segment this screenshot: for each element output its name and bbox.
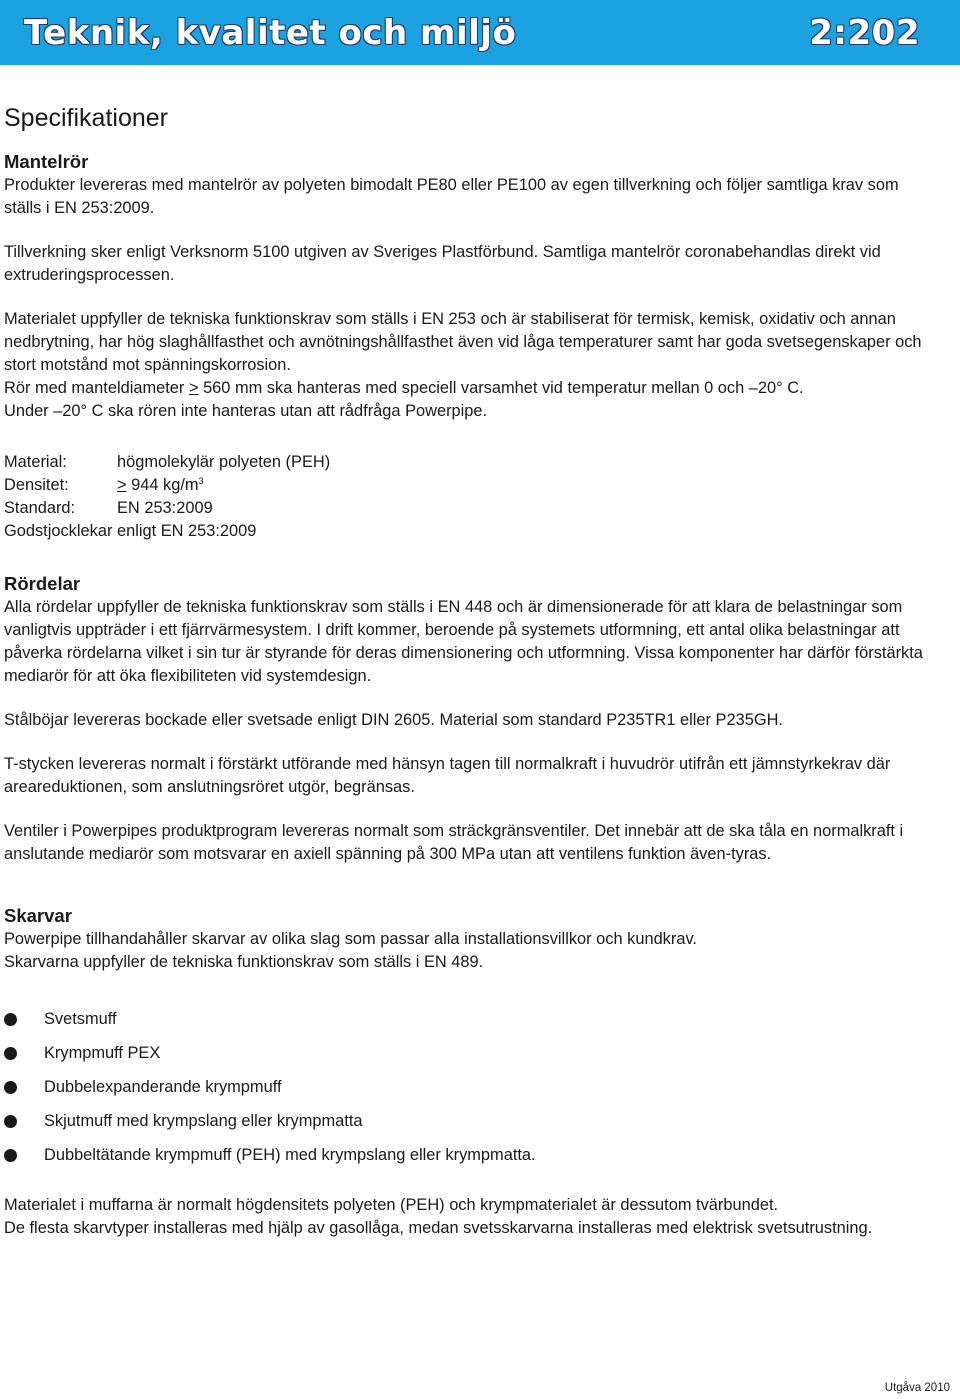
- paragraph: [4, 377, 939, 400]
- page-title: Specifikationer: [4, 104, 168, 132]
- section-heading-mantelror: Mantelrör: [4, 151, 89, 172]
- list-item: [4, 1070, 939, 1104]
- superscript: 3: [198, 476, 204, 486]
- paragraph: Powerpipe tillhandahåller skarvar av olika slag som passar alla installationsvillkor och kundkrav.: [4, 930, 697, 948]
- bullet-icon: [4, 1081, 17, 1094]
- spec-value: EN 253:2009: [117, 499, 213, 517]
- section-rordelar: [4, 571, 939, 866]
- header-title: Teknik, kvalitet och miljö: [24, 13, 517, 53]
- list-item: [4, 1138, 939, 1172]
- bullet-icon: [4, 1115, 17, 1128]
- paragraph: Produkter levereras med mantelrör av polyeten bimodalt PE80 eller PE100 av egen tillverkning och följer samtliga krav som ställs i EN 253:2009.: [4, 176, 899, 217]
- paragraph: Materialet i muffarna är normalt högdensitets polyeten (PEH) och krympmaterialet är dessutom tvärbundet.: [4, 1196, 779, 1214]
- list-item-label: Skjutmuff med krympslang eller krympmatta: [44, 1111, 363, 1130]
- edition-label: Utgåva 2010: [884, 1382, 950, 1394]
- paragraph: Tillverkning sker enligt Verksnorm 5100 utgiven av Sveriges Plastförbund. Samtliga mantelrör coronabehandlas direkt vid extruderingsprocessen.: [4, 243, 881, 284]
- section-mantelror: [4, 149, 939, 423]
- section-skarvar: [4, 903, 939, 1240]
- list-item-label: Svetsmuff: [44, 1009, 117, 1028]
- document-body: [4, 100, 939, 1240]
- greater-equal-symbol: >: [117, 476, 127, 494]
- greater-equal-symbol: >: [188, 379, 199, 397]
- text-span: Rör med manteldiameter: [4, 379, 189, 397]
- spec-label: Densitet:: [4, 476, 69, 494]
- list-item: [4, 1002, 939, 1036]
- header-page-number: 2:202: [809, 13, 920, 53]
- spec-label: Material:: [4, 453, 67, 471]
- section-heading-rordelar: Rördelar: [4, 573, 81, 594]
- paragraph: Under –20° C ska rören inte hanteras utan att rådfråga Powerpipe.: [4, 402, 488, 420]
- spec-thickness: Godstjocklekar enligt EN 253:2009: [4, 522, 257, 540]
- text-span: 944 kg/m: [126, 476, 199, 494]
- joint-type-list: [4, 1002, 939, 1172]
- section-heading-skarvar: Skarvar: [4, 905, 72, 926]
- paragraph: T-stycken levereras normalt i förstärkt utförande med hänsyn tagen till normalkraft i huvudrör utifrån ett jämnstyrkekrav där areareduktionen, som anslutningsröret utgör, begränsas.: [4, 755, 891, 796]
- page-header: [0, 0, 960, 65]
- spec-row-density: [4, 474, 939, 497]
- paragraph: De flesta skarvtyper installeras med hjälp av gasollåga, medan svetsskarvarna installeras med elektrisk svetsutrustning.: [4, 1219, 873, 1237]
- paragraph: Stålböjar levereras bockade eller svetsade enligt DIN 2605. Material som standard P235TR1 eller P235GH.: [4, 711, 783, 729]
- spec-label: Standard:: [4, 499, 76, 517]
- spec-row-material: [4, 451, 939, 474]
- bullet-icon: [4, 1013, 17, 1026]
- bullet-icon: [4, 1149, 17, 1162]
- list-item-label: Dubbelexpanderande krympmuff: [44, 1077, 282, 1096]
- spec-value: [117, 474, 204, 497]
- paragraph: Ventiler i Powerpipes produktprogram levereras normalt som sträckgränsventiler. Det innebär att de ska tåla en normalkraft i anslutande mediarör som motsvarar en axiell spänning på 300 MPa utan att ventilens funktion även-tyras.: [4, 822, 904, 863]
- paragraph: Skarvarna uppfyller de tekniska funktionskrav som ställs i EN 489.: [4, 953, 484, 971]
- spec-list: [4, 451, 939, 543]
- text-span: 560 mm ska hanteras med speciell varsamhet vid temperatur mellan 0 och –20° C.: [198, 379, 804, 397]
- paragraph: Materialet uppfyller de tekniska funktionskrav som ställs i EN 253 och är stabiliserat för termisk, kemisk, oxidativ och annan nedbrytning, har hög slaghållfasthet och avnötningshållfasthet även vid låga temperaturer samt har goda svetsegenskaper och stort motstånd mot spänningskorrosion.: [4, 310, 922, 374]
- list-item-label: Dubbeltätande krympmuff (PEH) med krympslang eller krympmatta.: [44, 1145, 536, 1164]
- list-item: [4, 1104, 939, 1138]
- spec-value: högmolekylär polyeten (PEH): [117, 453, 331, 471]
- bullet-icon: [4, 1047, 17, 1060]
- list-item-label: Krympmuff PEX: [44, 1043, 161, 1062]
- list-item: [4, 1036, 939, 1070]
- paragraph: Alla rördelar uppfyller de tekniska funktionskrav som ställs i EN 448 och är dimensionerade för att klara de belastningar som vanligtvis uppträder i ett fjärrvärmesystem. I drift kommer, beroende på systemets utformning, ett antal olika belastningar att påverka rördelarna vilket i sin tur är styrande för deras dimensionering och utformning. Vissa komponenter har därför förstärkta mediarör för att öka flexibiliteten vid systemdesign.: [4, 598, 923, 685]
- spec-row-standard: [4, 497, 939, 520]
